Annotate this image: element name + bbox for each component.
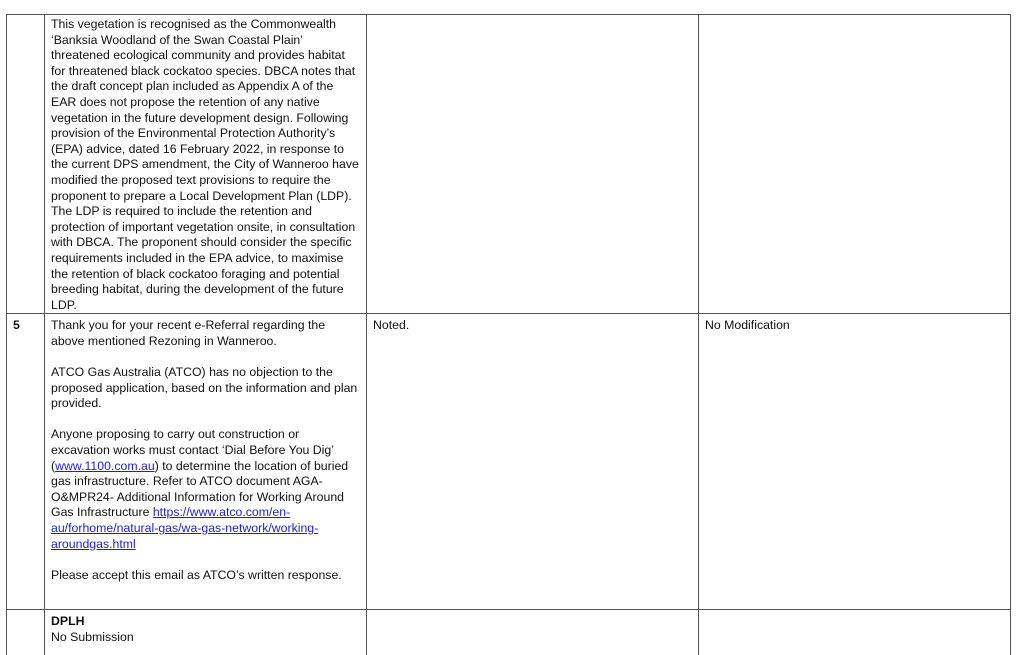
row-number-cell: 5 xyxy=(7,314,45,610)
submission-text: No Submission xyxy=(51,629,134,644)
response-cell: Noted. xyxy=(367,314,699,610)
submission-text: This vegetation is recognised as the Commonwealth ‘Banksia Woodland of the Swan Coastal Plain’ threatened ecological community and provides habitat for threatened black cockatoo species. DBCA notes that the draft concept plan included as Appendix A of the EAR does not propose the retention of any native vegetation in the future development design. Following provision of the Environmental Protection Authority’s (EPA) advice, dated 16 February 2022, in response to the current DPS amendment, the City of Wanneroo have modified the proposed text provisions to require the proponent to prepare a Local Development Plan (LDP). The LDP is required to include the retention and protection of important vegetation onsite, in consultation with DBCA. The proponent should consider the specific requirements included in the EPA advice, to maximise the retention of black cockatoo foraging and potential breeding habitat, during the development of the future LDP. xyxy=(51,17,359,312)
recommendation-cell xyxy=(699,15,1011,314)
atco-document-link[interactable]: https://www.atco.com/en-au/forhome/natural-gas/wa-gas-network/working-aroundgas.html xyxy=(51,505,319,551)
row-number-cell xyxy=(7,610,45,655)
submission-paragraph: Please accept this email as ATCO’s written response. xyxy=(51,567,342,582)
submitter-name: DPLH xyxy=(51,614,85,629)
submission-cell xyxy=(45,314,367,610)
dial-before-you-dig-link[interactable]: www.1100.com.au xyxy=(55,458,155,473)
submission-paragraph: ATCO Gas Australia (ATCO) has no objection to the proposed application, based on the information and plan provided. xyxy=(51,365,358,411)
table-row xyxy=(7,314,1011,610)
response-cell xyxy=(367,610,699,655)
row-number-cell xyxy=(7,15,45,314)
recommendation-cell xyxy=(699,610,1011,655)
paragraph-text: Anyone proposing to carry out construction or excavation works must contact ‘Dial Before You Dig’ ( xyxy=(51,427,334,473)
submissions-table xyxy=(6,14,1011,655)
recommendation-cell: No Modification xyxy=(699,314,1011,610)
submission-paragraph xyxy=(51,427,360,552)
table-row xyxy=(7,610,1011,655)
submission-cell xyxy=(45,15,367,314)
submission-cell xyxy=(45,610,367,655)
submission-paragraph: Thank you for your recent e-Referral regarding the above mentioned Rezoning in Wanneroo. xyxy=(51,318,326,348)
table-row xyxy=(7,15,1011,314)
response-cell xyxy=(367,15,699,314)
paragraph-text: ) to determine the location of buried gas infrastructure. Refer to ATCO document AGA-O&MPR24- Additional Information for Working Around Gas Infrastructure xyxy=(51,458,349,520)
